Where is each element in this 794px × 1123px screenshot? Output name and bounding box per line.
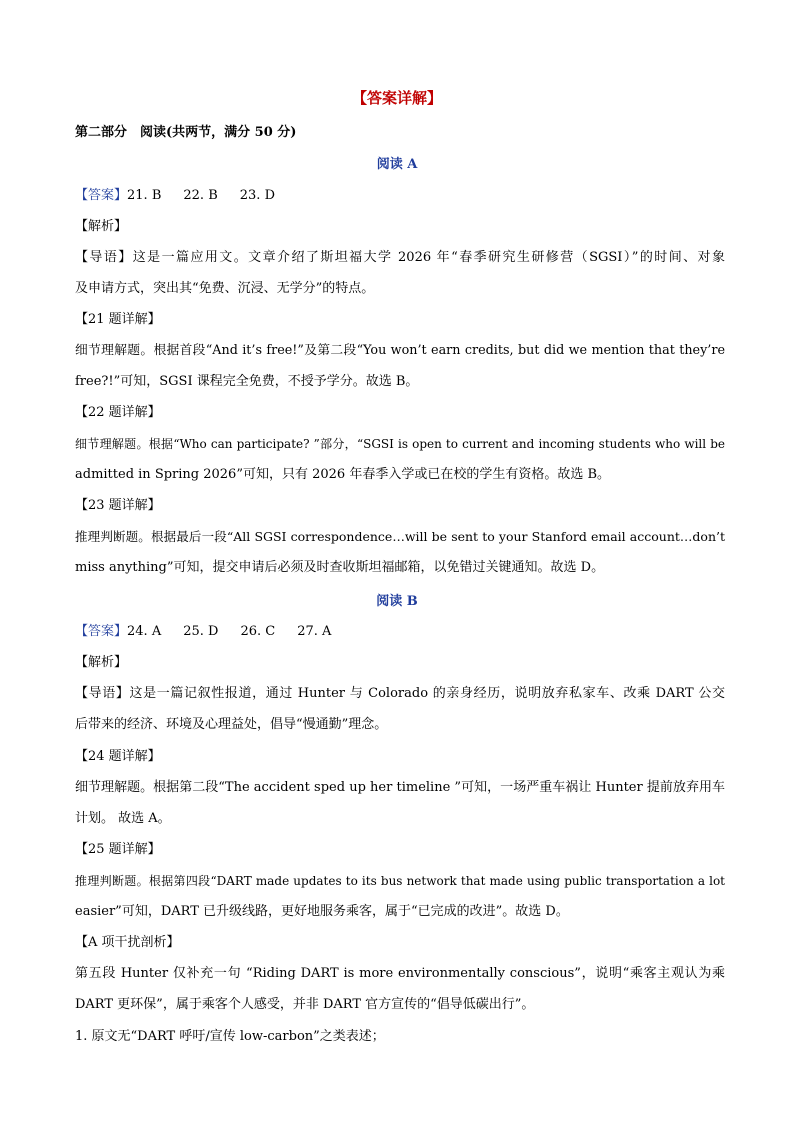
intro-paragraph: 后带来的经济、环境及心理益处，倡导“慢通勤”理念。 xyxy=(75,717,388,732)
intro-paragraph: 【导语】这是一篇记叙性报道，通过 Hunter 与 Colorado 的亲身经历，说明放弃私家车、改乘 DART 公交 xyxy=(75,686,725,701)
analysis-label: 【解析】 xyxy=(75,219,128,234)
question-explanation: 细节理解题。根据首段“And it’s free!”及第二段“You won’t earn credits, but did we mention that they’re xyxy=(75,343,725,358)
answer-item: 26. C xyxy=(240,624,276,639)
question-explanation: 推理判断题。根据第四段“DART made updates to its bus network that made using public transportation a lot xyxy=(75,874,725,888)
distractor-explanation: 第五段 Hunter 仅补充一句 “Riding DART is more environmentally conscious”，说明“乘客主观认为乘 xyxy=(75,966,725,981)
question-explanation: 计划。 故选 A。 xyxy=(75,811,171,826)
question-explanation: admitted in Spring 2026”可知，只有 2026 年春季入学或已在校的学生有资格。故选 B。 xyxy=(75,467,611,482)
distractor-title: 【A 项干扰剖析】 xyxy=(75,935,180,950)
answer-label: 【答案】 xyxy=(75,188,128,203)
section-a-answers xyxy=(75,186,725,206)
question-explanation: easier”可知，DART 已升级线路，更好地服务乘客，属于“已完成的改进”。故选 D。 xyxy=(75,904,569,919)
answer-item: 27. A xyxy=(297,624,332,639)
answer-detail-title: 【答案详解】 xyxy=(351,89,442,107)
question-title: 【22 题详解】 xyxy=(75,405,161,420)
answer-item: 21. B xyxy=(127,188,162,203)
question-title: 【24 题详解】 xyxy=(75,749,161,764)
question-title: 【21 题详解】 xyxy=(75,312,161,327)
question-title: 【23 题详解】 xyxy=(75,498,161,513)
answer-item: 24. A xyxy=(127,624,162,639)
answer-item: 25. D xyxy=(183,624,219,639)
section-a-title: 阅读 A xyxy=(376,157,418,172)
distractor-explanation: DART 更环保”，属于乘客个人感受，并非 DART 官方宣传的“倡导低碳出行”。 xyxy=(75,997,535,1012)
answer-item: 23. D xyxy=(239,188,275,203)
section-b-title: 阅读 B xyxy=(376,594,418,609)
question-explanation: free?!”可知，SGSI 课程完全免费，不授予学分。故选 B。 xyxy=(75,374,419,389)
analysis-label: 【解析】 xyxy=(75,655,128,670)
part-heading: 第二部分 阅读(共两节，满分 50 分) xyxy=(75,125,297,140)
distractor-point: 1. 原文无“DART 呼吁/宣传 low-carbon”之类表述； xyxy=(75,1029,385,1044)
answer-item: 22. B xyxy=(183,188,218,203)
answer-label: 【答案】 xyxy=(75,624,128,639)
question-explanation: 细节理解题。根据第二段“The accident sped up her timeline ”可知，一场严重车祸让 Hunter 提前放弃用车 xyxy=(75,780,725,795)
section-b-answers xyxy=(75,622,725,642)
intro-paragraph: 及申请方式，突出其“免费、沉浸、无学分”的特点。 xyxy=(75,281,375,296)
question-explanation: 推理判断题。根据最后一段“All SGSI correspondence…will be sent to your Stanford email account…don’t xyxy=(75,529,725,544)
question-title: 【25 题详解】 xyxy=(75,842,161,857)
question-explanation: 细节理解题。根据“Who can participate? ”部分，“SGSI is open to current and incoming students who will be xyxy=(75,437,725,451)
intro-paragraph: 【导语】这是一篇应用文。文章介绍了斯坦福大学 2026 年“春季研究生研修营（SGSI）”的时间、对象 xyxy=(75,250,725,265)
question-explanation: miss anything”可知，提交申请后必须及时查收斯坦福邮箱，以免错过关键通知。故选 D。 xyxy=(75,560,605,575)
